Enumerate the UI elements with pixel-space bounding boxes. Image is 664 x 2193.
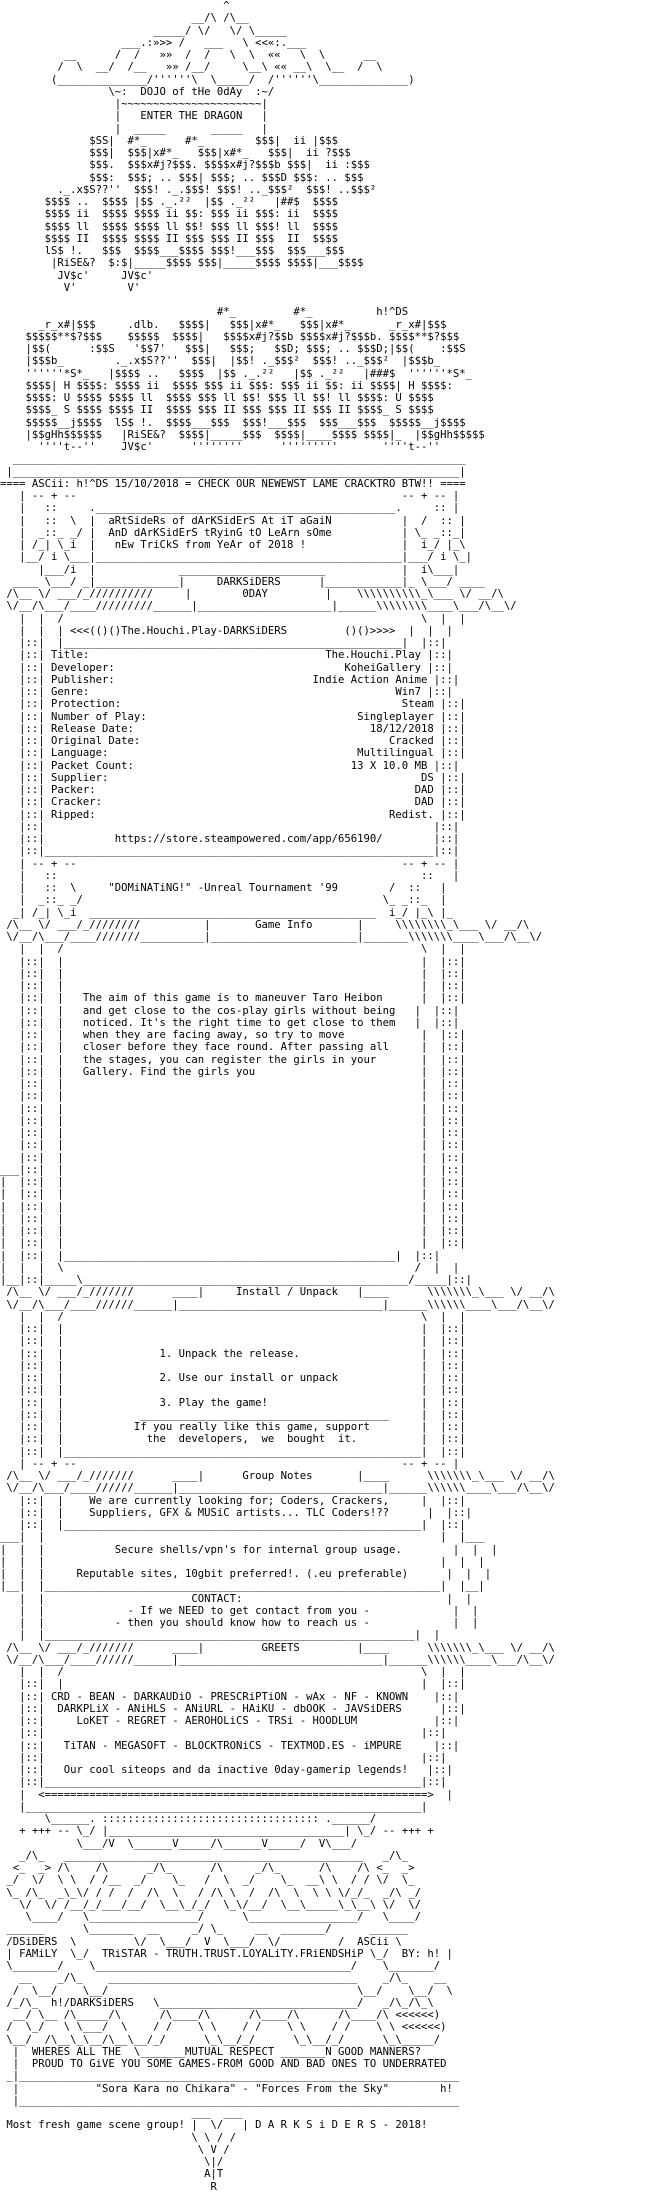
nfo-line: |::| | | |::| — [0, 1127, 466, 1139]
nfo-line: | -- + -- -- + -- | — [0, 1457, 460, 1470]
nfo-line: <_ _> /\ /\ _/\_ /\ _/\_ /\ /\ <_ _> — [0, 1862, 415, 1874]
nfo-line: | :: \ "DOMiNATiNG!" -Unreal Tournament '99 / :: | — [0, 882, 447, 894]
nfo-line: \/__/\___/____//////______|________________________________|______\\\\\\____\___/\__\/ — [0, 1298, 555, 1311]
nfo-line: |::| https://store.steampowered.com/app/656190/ |::| — [0, 833, 460, 845]
nfo-line: |::| | | |::| — [0, 1323, 466, 1335]
nfo-line: \___/V \______V_____/\______V_____/ V\___/ — [0, 1837, 358, 1850]
nfo-line: ____ \___/ _|_____________| DARKSiDERS |____________|_ \___/ ____ — [0, 575, 485, 588]
nfo-line: | :: :: | — [0, 869, 460, 882]
nfo-line: V' V' — [0, 281, 141, 294]
nfo-line: |::| DARKPLiX - ANiHLS - ANiURL - HAiKU - dbOOK - JAVSiDERS |::| — [0, 1702, 466, 1715]
nfo-line: |::| | If you really like this game, support | |::| — [0, 1421, 466, 1433]
nfo-line: |::| | | |::| — [0, 1359, 466, 1372]
nfo-line: \~: DOJO of tHe 0dAy :~/ — [0, 85, 275, 98]
nfo-line: $$$$$**$?$$$ $$$$$ $$$$| $$$$x#j?$$b $$$$x#j?$$$b. $$$$**$?$$$ — [0, 330, 460, 343]
nfo-line: /\__ \/ ___/_/////// ____| GREETS |____ \\\\\\\_\___ \/ __/\ — [0, 1641, 555, 1654]
nfo-line: |::| Title: The.Houchi.Play |::| — [0, 649, 453, 662]
nfo-line: | | / \ | | — [0, 612, 466, 625]
nfo-line: | PROUD TO GiVE YOU SOME GAMES-FROM GOOD AND BAD ONES TO UNDERRATED — [0, 2058, 447, 2070]
nfo-line: |::| | the stages, you can register the girls in your | |::| — [0, 1053, 466, 1066]
nfo-line: | |__________________________________________________________| | — [0, 1629, 441, 1642]
nfo-line: |::| |________________________________________________________| |::| — [0, 1519, 466, 1531]
nfo-line: |::| Cracker: DAD |::| — [0, 796, 466, 809]
nfo-line: | | CONTACT: | | — [0, 1592, 472, 1605]
nfo-line: | | - If we NEED to get contact from you - | | — [0, 1604, 479, 1617]
nfo-line: #*_ #*_ h!^DS — [0, 306, 409, 319]
nfo-line: $$$$ ii $$$$ $$$$ ii $$: $$$ ii $$$: ii $$$$ — [0, 208, 339, 221]
nfo-line: | | - then you should know how to reach us - | | — [0, 1617, 479, 1629]
nfo-line: |::| | The aim of this game is to maneuver Taro Heibon | |::| — [0, 992, 466, 1005]
nfo-line: |::| TiTAN - MEGASOFT - BLOCKTRONiCS - TEXTMOD.ES - iMPURE |::| — [0, 1739, 460, 1752]
nfo-line: |_____________________________________________________________________ — [0, 2094, 460, 2107]
nfo-line: |__/ i \___|________________________________________________|___/ i \_| — [0, 551, 472, 564]
nfo-line: |::| | We are currently looking for; Coders, Crackers, | |::| — [0, 1494, 466, 1507]
nfo-line: __/ \__ /\_____/\ /\____/\ /\____/\ /\____/\ <<<<<<) — [0, 2009, 441, 2021]
nfo-line: /DSiDERS \ \/ \___/ V \___/ \/ / ASCii \ — [0, 1935, 402, 1948]
nfo-line: |::| Supplier: DS |::| — [0, 771, 466, 784]
nfo-line: _____/ \/ \/ \_____ — [0, 24, 288, 37]
nfo-line: |::| |::| — [0, 1751, 447, 1764]
nfo-line: ______ \_______ __ _/ \_ __ _______/ ______ — [0, 1923, 409, 1936]
nfo-line: / \ __/ /__ »» /__/ \__\ «« __\ \__ / \ — [0, 61, 383, 74]
nfo-line: |::| Developer: KoheiGallery |::| — [0, 661, 453, 674]
nfo-line: |::| |::| — [0, 1727, 447, 1740]
nfo-line: | | / \ | | — [0, 943, 466, 956]
nfo-line: | "Sora Kara no Chikara" - "Forces From the Sky" h! — [0, 2082, 453, 2095]
nfo-line: $$$$ ll $$$$ $$$$ ll $$! $$$ ll $$$! ll $$$$ — [0, 220, 339, 233]
nfo-line: _| /_| \_i _____________________________________________ i_/ |_\ |_ — [0, 906, 453, 919]
nfo-line: | :: \ | aRtSideRs of dArKSidErS At iT aGaiN | / :: | — [0, 514, 466, 527]
nfo-line: _______________________________________________________________________ — [0, 453, 466, 466]
nfo-line: __ _/\_ _______________________________________ _/\_ __ — [0, 1972, 447, 1985]
nfo-line: |$$gHh$$$$$$ |RiSE&? $$$$|_____$$$ $$$$|____$$$$ $$$$|_ |$$gHh$$$$$ — [0, 428, 485, 441]
nfo-line: | -- + -- -- + -- | — [0, 490, 460, 502]
nfo-line: |::| | | |::| — [0, 1078, 466, 1090]
nfo-line: ==== ASCii: h!^DS 15/10/2018 = CHECK OUR NEWEWST LAME CRACKTRO BTW!! ==== — [0, 477, 466, 490]
nfo-line: \______. :::::::::::::::::::::::::::::::::: .______/ — [0, 1813, 377, 1825]
nfo-line: |::| | | |::| — [0, 1090, 466, 1103]
nfo-line: | |::| |____________________________________________________| |::| — [0, 1249, 441, 1262]
nfo-line: |::| | | |::| — [0, 1335, 466, 1348]
nfo-line: ___.:»>> / ___ \ <<«:.___ — [0, 36, 307, 49]
nfo-line: |__| |______________________________________________________________| |__| — [0, 1580, 485, 1593]
nfo-line: |$$$b_ ._.x$S??'' $$$| |$$! ._$$$² $$$! .._$$$² |$$$b_ — [0, 355, 441, 368]
nfo-line: | | | | | | — [0, 1555, 485, 1568]
nfo-line: $$$: $$$; .. $$$| $$$; .. $$$D $$$: .. $$$ — [0, 171, 364, 184]
nfo-line: /\__ \/ ___/_//////// | Game Info | \\\\\\\\_\___ \/ __/\ — [0, 918, 530, 931]
nfo-line: |::| Publisher: Indie Action Anime |::| — [0, 673, 460, 686]
nfo-line: _r_x#|$$$ .dlb. $$$$| $$$|x#*_ $$$|x#*_ _r_x#|$$$ — [0, 318, 447, 331]
nfo-line: Most fresh game scene group! | \/ | D A R K S i D E R S - 2018! — [0, 2119, 428, 2132]
nfo-line: ._.x$S??'' $$$! ._.$$$! $$$! .._$$$² $$$! ..$$$² — [0, 183, 377, 196]
nfo-line: | /_| \_i | nEw TriCkS from YeAr of 2018 ! | i_/ |_\ — [0, 539, 466, 551]
nfo-line: |::| | | |::| — [0, 1384, 466, 1397]
nfo-line: / \_/ \ \___/ \ / / \ \ / / \ \ / / \ \ <<<<<<) — [0, 2021, 447, 2034]
nfo-line: lS$ !. $$$ $$$$___$$$$ $$$!___$$$ $$$___$$$ — [0, 245, 345, 257]
nfo-line: (______________/''''''\ \_____/ /''''''\______________) — [0, 73, 415, 86]
nfo-line: |::| | 3. Play the game! | |::| — [0, 1396, 466, 1409]
nfo-line: |~~~~~~~~~~~~~~~~~~~~~~| — [0, 98, 268, 110]
nfo-line: |::| Genre: Win7 |::| — [0, 686, 453, 698]
nfo-line: |::| | noticed. It's the right time to get close to them | |::| — [0, 1016, 460, 1029]
nfo-line: |::| Packet Count: 13 X 10.0 MB |::| — [0, 759, 460, 772]
nfo-line: |::| Packer: DAD |::| — [0, 784, 466, 796]
nfo-line: |::| | Suppliers, GFX & MUSiC artists... TLC Coders!?? | |::| — [0, 1506, 472, 1519]
nfo-line: $$$$ .. $$$$ |$$ ._.²² |$$ ._²² |##$ $$$$ — [0, 196, 339, 208]
nfo-line: |::| Number of Play: Singleplayer |::| — [0, 710, 466, 723]
nfo-line: |______________________________________________________________| — [0, 1800, 428, 1813]
nfo-line: |::| CRD - BEAN - DARKAUDiO - PRESCRiPTiON - wAx - NF - KNOWN |::| — [0, 1690, 460, 1703]
nfo-line: R — [0, 2180, 217, 2193]
nfo-line: |::| | 2. Use our install or unpack | |::| — [0, 1372, 466, 1384]
nfo-line: ^ — [0, 0, 230, 12]
nfo-line: |___/i | _______________________ | i\___| — [0, 563, 460, 576]
nfo-line: JV$c' JV$c' — [0, 269, 154, 282]
nfo-line: |__|::|_____\___________________________________________________/_____|::| — [0, 1274, 472, 1286]
nfo-line: | | / \ | | — [0, 1310, 466, 1323]
nfo-line: |::|___________________________________________________________|::| — [0, 1776, 447, 1789]
nfo-line: $$$$$__j$$$$ lS$ !. $$$$___$$$ $$$!___$$$ $$$___$$$ $$$$$__j$$$$ — [0, 416, 466, 429]
nfo-line: | | | Reputable sites, 10gbit preferred!. (.eu preferable) | | | — [0, 1568, 492, 1580]
nfo-line: $$$$| H $$$$: $$$$ ii $$$$ $$$ ii $$$: $$$ ii $$: ii $$$$| H $$$$: — [0, 379, 453, 392]
nfo-line: | | | Secure shells/vpn's for internal group usage. | | | — [0, 1543, 498, 1556]
nfo-line: | <============================================================> | — [0, 1788, 453, 1801]
nfo-line: |RiSE&? $:$|_____$$$$ $$$|_____$$$$ $$$$|___$$$$ — [0, 257, 364, 270]
nfo-line: |$$( :$$S '$$7' $$$| $$$; $$D; $$$; .. $$$D;|$$( :$$S — [0, 343, 466, 355]
nfo-line: | |::| | | |::| — [0, 1200, 466, 1213]
nfo-line: | | | \ / | | — [0, 1261, 460, 1274]
nfo-line: \/__/\___/____///////__________|_______________________|_______\\\\\\\____\___/\__\/ — [0, 931, 543, 943]
nfo-line: _/\_ _______________________________________________ _/\_ — [0, 1849, 409, 1862]
nfo-line: | | | <<<(()()The.Houchi.Play-DARKSiDERS ()()>>>> | | | — [0, 624, 453, 637]
nfo-line: |::| | | |::| — [0, 980, 466, 992]
nfo-line: |::| Protection: Steam |::| — [0, 698, 466, 711]
nfo-line: |::| |::| — [0, 820, 460, 833]
nfo-line: _/ \/ \ \ / /__ _/ \_ / \ _/ \_ __\ \ / / \/ \_ — [0, 1874, 415, 1887]
nfo-line: $$$$: U $$$$ $$$$ ll $$$$ $$$ ll $$! $$$ ll $$! ll $$$$: U $$$$ — [0, 392, 434, 404]
nfo-line: |::| Release Date: 18/12/2018 |::| — [0, 722, 466, 735]
nfo-line: \/__/\___/____//////______|________________________________|______\\\\\\____\___/\__\/ — [0, 1482, 555, 1495]
nfo-line: ''''t--'' JV$c' '''''''' ''''''''' ''''t--'' — [0, 441, 441, 453]
nfo-line: |::| |________________________________________________________| |::| — [0, 1445, 466, 1458]
nfo-line: |::| Our cool siteops and da inactive 0day-gamerip legends! |::| — [0, 1764, 453, 1776]
nfo-line: + +++ -- \_/ |_____________________________________| \_/ -- +++ + — [0, 1825, 434, 1838]
nfo-line: | |::| | | |::| — [0, 1237, 466, 1250]
nfo-line: ___ ___ — [0, 2107, 243, 2119]
nfo-line: /\__ \/ ___/_/////// ____| Group Notes |____ \\\\\\\_\___ \/ __/\ — [0, 1470, 555, 1482]
nfo-line: |::| | and get close to the cos-play girls without being | |::| — [0, 1004, 460, 1017]
nfo-line: | |::| | | |::| — [0, 1176, 466, 1188]
nfo-line: |::| | Gallery. Find the girls you | |::| — [0, 1065, 466, 1078]
nfo-line: |::| | the developers, we bought it. | |::| — [0, 1433, 466, 1446]
nfo-line: | | / \ | | — [0, 1666, 466, 1678]
nfo-line: |::| | _______________________________________ | |::| — [0, 1408, 466, 1421]
nfo-line: __ / / »» / / \ \ «« \ \ __ — [0, 49, 377, 61]
nfo-line: \|/ — [0, 2156, 224, 2168]
nfo-line: |::| | | |::| — [0, 1678, 466, 1691]
nfo-line: $$$. $$$x#j?$$$. $$$$x#j?$$$b $$$| ii :$$$ — [0, 159, 370, 172]
nfo-line: | |::| | | |::| — [0, 1225, 466, 1237]
nfo-line: |::| | | |::| — [0, 1102, 466, 1115]
nfo-line — [0, 294, 664, 306]
nfo-line: |::| Original Date: Cracked |::| — [0, 735, 466, 747]
nfo-line: |::| |_____________________________________________________| |::| — [0, 637, 447, 649]
nfo-line: |::| | | |::| — [0, 955, 466, 968]
nfo-line: A|T — [0, 2168, 224, 2181]
nfo-line: |::| | | |::| — [0, 1151, 466, 1164]
nfo-line: \/__/\___/____/////////______|_____________________|______\\\\\\\\____\___/\__\/ — [0, 600, 517, 613]
nfo-line: |::| | when they are facing away, so try to move | |::| — [0, 1029, 466, 1041]
nfo-line: \ \ / / — [0, 2131, 236, 2144]
nfo-line: \/ \/ /__/_/___/__/ \__\_/_/ \_\/__/ \__\_____\_\__\ \/ \/ — [0, 1898, 421, 1911]
nfo-line: \__/ /\__\_\__/\__\__/_/ \_\__/_/ \_\__/_/ \_\_____/ — [0, 2033, 441, 2046]
nfo-line: | FAMiLY \_/ TRiSTAR - TRUTH.TRUST.LOYALiTY.FRiENDSHiP \_/ BY: h! | — [0, 1947, 453, 1960]
nfo-line: /_/\_ h!/DARKSiDERS \_______________________________/ _/\_/\_\ — [0, 1996, 434, 2009]
nfo-line: \ V / — [0, 2143, 230, 2156]
nfo-line: |::| | closer before they face round. After passing all | |::| — [0, 1041, 466, 1054]
nfo-line: |::|_____________________________________________________________|::| — [0, 845, 460, 858]
nfo-line: \/__/\___/____//////______|________________________________|______\\\\\\____\___/\__\/ — [0, 1653, 555, 1666]
nfo-line: | _____ _____ | — [0, 122, 268, 135]
nfo-line: /\__ \/ ___/_/////// ____| Install / Unpack |____ \\\\\\\_\___ \/ __/\ — [0, 1286, 555, 1299]
nfo-line: ''''''*S*_ |$$$$ .. $$$$ |$$ ._.²² |$$ ._²² |###$ ''''''*S*_ — [0, 367, 472, 380]
nfo-line: | _::_ _/ \_ _::_ | — [0, 894, 447, 907]
nfo-line: \____/ \_________________/ \_________________/ \____/ — [0, 1911, 421, 1923]
nfo-line: |::| Ripped: Redist. |::| — [0, 808, 466, 821]
nfo-line: |::| LoKET - REGRET - AEROHOLiCS - TRSi - HOODLUM |::| — [0, 1715, 460, 1727]
nfo-line: |______________________________________________________________________| — [0, 465, 466, 478]
nfo-line: \_ /\_ _\_\/ / / / /\ \ / /\ \ / /\ \ \ \ \/_/_ _/\ _/ — [0, 1886, 421, 1899]
nfo-line: $SS| #*_ #*_ $$$| ii |$$$ — [0, 134, 339, 147]
nfo-line: ___|::| | | |::| — [0, 1163, 466, 1176]
nfo-line: | :: ._______________________________________________. :: | — [0, 502, 460, 515]
nfo-line: |::| | | |::| — [0, 1139, 466, 1152]
nfo-line: | -- + -- -- + -- | — [0, 857, 460, 870]
nfo-line: $$$$_ S $$$$ $$$$ II $$$$ $$$ II $$$ $$$ II $$$ II $$$$_ S $$$$ — [0, 404, 434, 417]
nfo-line: /\__ \/ ___/_////////// | 0DAY | \\\\\\\\\\_\___ \/ __/\ — [0, 588, 504, 600]
nfo-line: | ENTER THE DRAGON | — [0, 110, 268, 123]
nfo-line: | _::_ _/ | AnD dArKSidErS tRyinG tO LeArn sOme | \_ _::_| — [0, 526, 466, 539]
nfo-line: | |::| | | |::| — [0, 1188, 466, 1201]
nfo-line: ___| | | |___ — [0, 1531, 485, 1544]
nfo-line: |::| | | |::| — [0, 967, 466, 980]
nfo-line: _|_____________________________________________________________________ — [0, 2070, 460, 2083]
nfo-line: $$$| $$$|x#*_ $$$|x#*_ $$$| ii ?$$$ — [0, 147, 351, 159]
nfo-line: | |::| | | |::| — [0, 1212, 466, 1225]
nfo-line: | WHERES ALL THE \_______MUTUAL RESPECT _______N GOOD MANNERS? — [0, 2045, 421, 2058]
nfo-line: |::| | | |::| — [0, 1114, 466, 1127]
nfo-line: __/\ /\__ — [0, 12, 249, 25]
nfo-line: |::| | 1. Unpack the release. | |::| — [0, 1347, 466, 1360]
nfo-line: / \__/ \__/ \__/ \__/ \ — [0, 1984, 453, 1997]
nfo-line: \_______/ \________________________________________/ \_______/ — [0, 1960, 441, 1972]
nfo-line: |::| Language: Multilingual |::| — [0, 747, 466, 760]
nfo-line: $$$$ II $$$$ $$$$ II $$$ $$$ II $$$ II $$$$ — [0, 232, 339, 245]
